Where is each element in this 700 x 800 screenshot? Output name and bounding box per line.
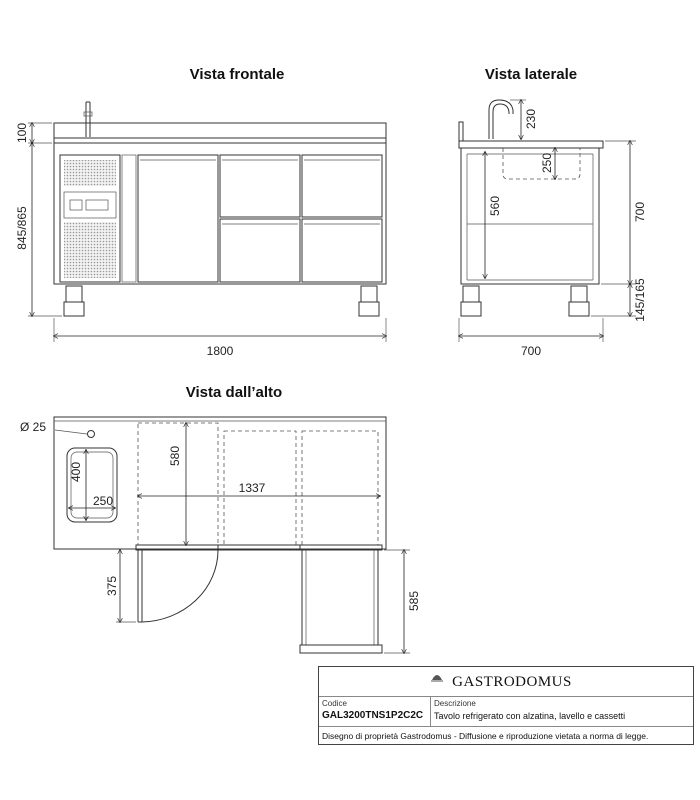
dim-top-inner-depth: 580	[168, 445, 182, 467]
side-upstand	[459, 122, 463, 141]
dim-top-sink-width: 250	[92, 494, 114, 508]
dim-side-sink: 250	[540, 152, 554, 174]
side-body	[461, 148, 599, 284]
product-code: GAL3200TNS1P2C2C	[322, 710, 424, 721]
leg-right	[361, 286, 377, 302]
tap-handle	[84, 112, 92, 116]
dim-top-hole: Ø 25	[20, 420, 47, 434]
worktop	[54, 138, 386, 143]
tap-pipe	[86, 102, 90, 137]
dim-side-depth: 700	[520, 344, 542, 358]
top-worktop	[54, 417, 386, 549]
drawer-2	[302, 155, 382, 217]
top-view-title: Vista dall’alto	[185, 384, 283, 401]
separator-post	[122, 155, 136, 282]
side-view	[459, 100, 647, 358]
dim-top-door-swing: 375	[105, 575, 119, 597]
vent-grille-bottom	[64, 222, 116, 278]
tap-hole-icon	[88, 431, 95, 438]
dim-side-inner: 560	[488, 195, 502, 217]
drawer-4	[302, 219, 382, 282]
copyright-note: Disegno di proprietà Gastrodomus - Diffusione e riproduzione vietata a norma di legge.	[322, 731, 649, 741]
control-button	[70, 200, 82, 210]
control-display	[86, 200, 108, 210]
drawer-1	[220, 155, 300, 217]
dim-front-width: 1800	[206, 344, 234, 358]
drawer-3	[220, 219, 300, 282]
side-worktop	[459, 141, 603, 148]
side-view-title: Vista laterale	[484, 66, 578, 83]
description-label: Descrizione	[434, 699, 476, 708]
dim-front-height: 845/865	[15, 206, 29, 250]
drawer-open	[302, 550, 378, 645]
code-row	[319, 697, 693, 727]
door-swing-arc	[142, 550, 218, 622]
front-view	[15, 102, 386, 358]
product-description: Tavolo refrigerato con alzatina, lavello e cassetti	[434, 711, 626, 721]
dim-side-height: 700	[633, 201, 647, 223]
dim-top-drawer-out: 585	[407, 590, 421, 612]
dim-top-sink-len: 400	[69, 461, 83, 483]
dim-side-tap: 230	[524, 108, 538, 130]
side-leg-right	[571, 286, 587, 302]
title-block	[318, 666, 694, 745]
side-leg-left	[463, 286, 479, 302]
top-view	[20, 417, 421, 653]
door	[138, 155, 218, 282]
vent-grille-top	[64, 160, 116, 186]
top-compartment-drawers-2	[302, 431, 378, 545]
drawer-open-front	[300, 645, 382, 653]
logo-row	[319, 667, 693, 697]
dim-side-legs: 145/165	[633, 278, 647, 322]
leg-left	[66, 286, 82, 302]
dim-top-inner-width: 1337	[238, 481, 266, 495]
top-compartment-door	[138, 423, 218, 545]
code-label: Codice	[322, 699, 347, 708]
upstand	[54, 123, 386, 138]
dim-front-upstand: 100	[15, 122, 29, 144]
front-view-title: Vista frontale	[189, 66, 285, 83]
top-sink	[67, 448, 117, 522]
company-logo: GASTRODOMUS	[452, 674, 572, 690]
